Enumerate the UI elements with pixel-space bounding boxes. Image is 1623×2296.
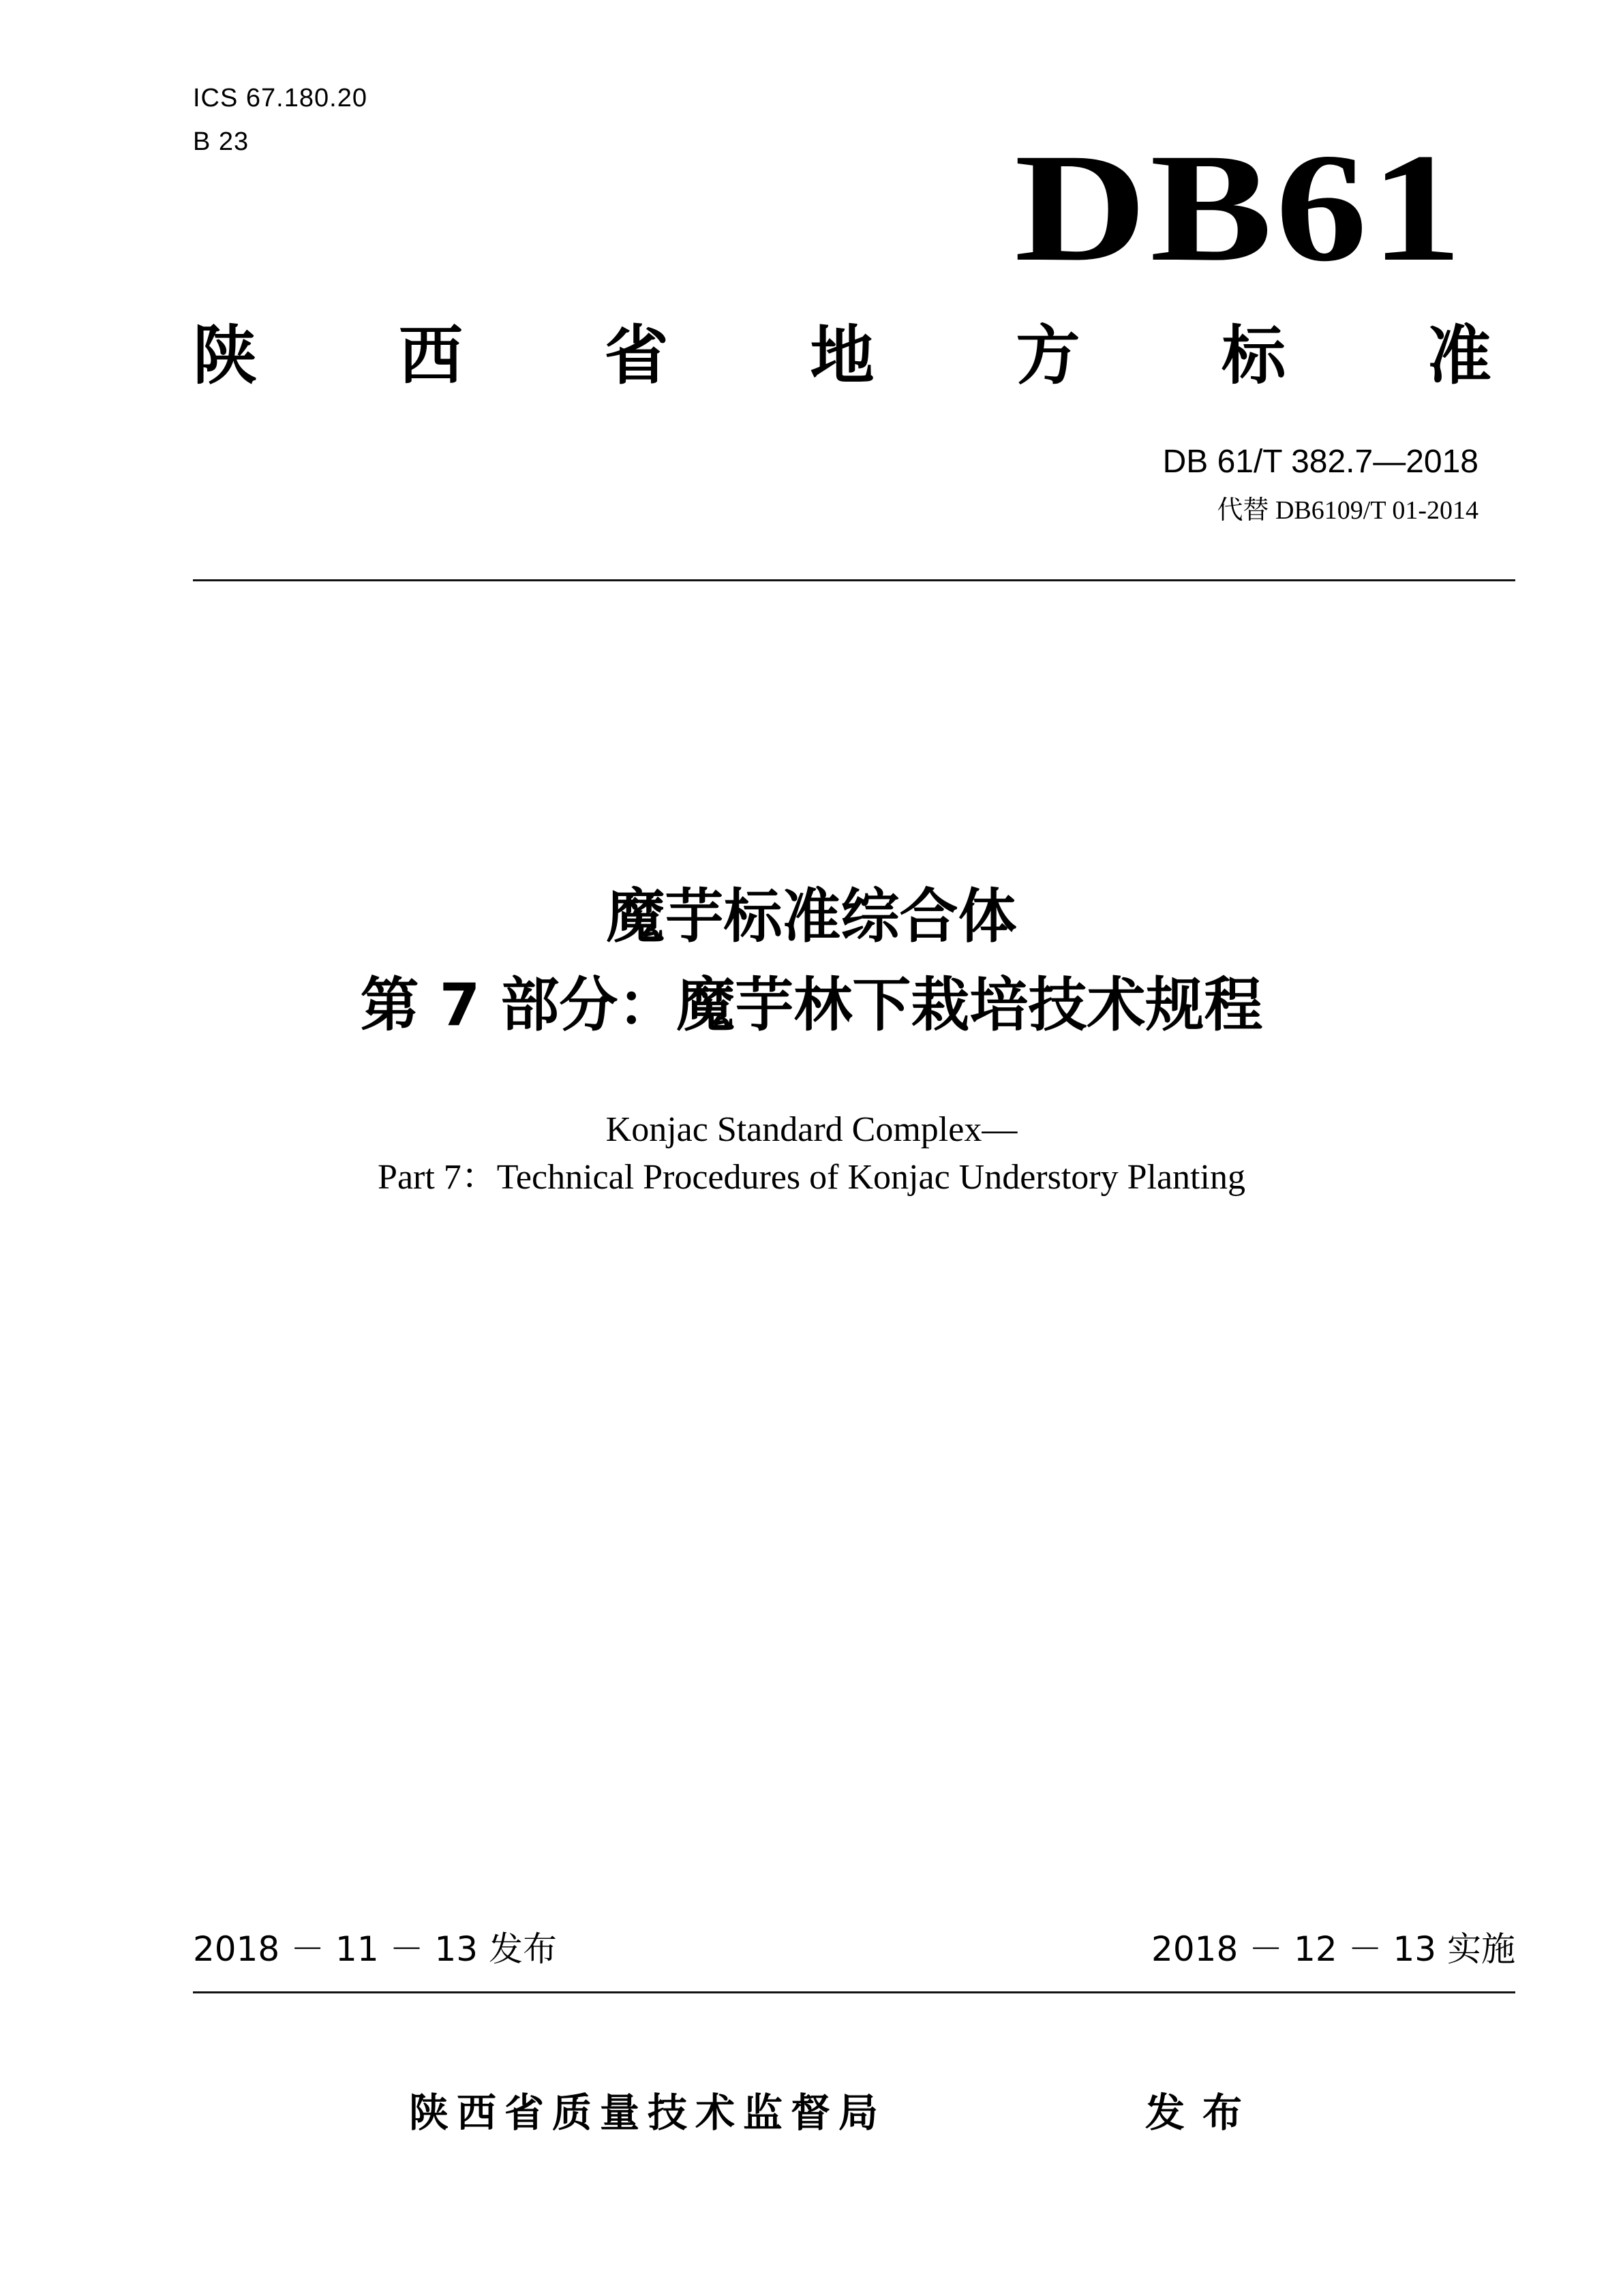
title-chinese-line-1: 魔芋标准综合体 — [606, 883, 1017, 951]
standard-number: DB 61/T 382.7—2018 — [1162, 444, 1478, 480]
standard-type-char: 省 — [604, 319, 669, 393]
title-chinese-line-2: 第 7 部分：魔芋林下栽培技术规程 — [360, 971, 1263, 1039]
standard-type-heading — [193, 319, 1491, 394]
standard-type-char: 陕 — [193, 319, 258, 393]
ics-code: ICS 67.180.20 — [193, 84, 367, 112]
standard-type-char: 标 — [1222, 319, 1286, 393]
issue-label: 发布 — [1145, 2090, 1260, 2136]
title-english-line-1: Konjac Standard Complex— — [605, 1110, 1018, 1149]
standard-type-char: 方 — [1016, 319, 1080, 393]
replaces-standard: 代替 DB6109/T 01-2014 — [1217, 496, 1478, 525]
standard-type-char: 地 — [810, 319, 875, 393]
standard-type-char: 准 — [1427, 319, 1491, 393]
standard-type-char: 西 — [398, 319, 463, 393]
issuing-authority: 陕西省质量技术监督局 — [409, 2090, 887, 2136]
top-divider — [193, 579, 1515, 581]
classification-code: B 23 — [193, 127, 249, 156]
title-english-line-2: Part 7：Technical Procedures of Konjac Understory Planting — [378, 1158, 1245, 1197]
db-logo: DB61 — [1014, 122, 1466, 294]
issue-date: 2018 － 11 － 13 发布 — [193, 1929, 557, 1969]
bottom-divider — [193, 1991, 1515, 1993]
effective-date: 2018 － 12 － 13 实施 — [1151, 1929, 1515, 1969]
